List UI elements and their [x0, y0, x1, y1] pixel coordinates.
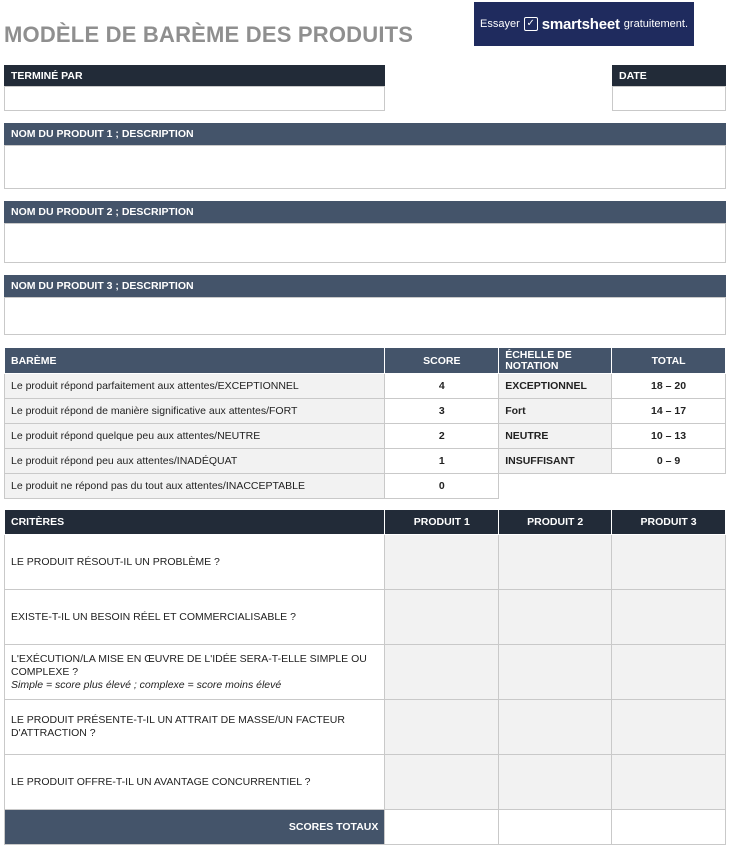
rubric-header-total: TOTAL: [612, 348, 726, 374]
product2-score-cell[interactable]: [499, 590, 612, 645]
rubric-score: 4: [385, 374, 499, 399]
rubric-description: Le produit répond de manière significative aux attentes/FORT: [5, 399, 385, 424]
scale-total: 18 – 20: [612, 374, 726, 399]
product3-score-cell[interactable]: [612, 590, 726, 645]
product2-header: NOM DU PRODUIT 2 ; DESCRIPTION: [4, 201, 726, 223]
product1-column-header: PRODUIT 1: [385, 510, 499, 535]
product1-score-cell[interactable]: [385, 700, 499, 755]
product2-score-cell[interactable]: [499, 700, 612, 755]
completed-by-header: TERMINÉ PAR: [4, 65, 385, 86]
rubric-header-row: [5, 348, 726, 374]
rubric-score: 0: [385, 474, 499, 499]
product3-total-cell[interactable]: [612, 810, 726, 845]
criteria-question: LE PRODUIT PRÉSENTE-T-IL UN ATTRAIT DE MASSE/UN FACTEUR D'ATTRACTION ?: [5, 700, 385, 755]
rubric-score: 3: [385, 399, 499, 424]
rubric-header-bareme: BARÈME: [5, 348, 385, 374]
rubric-score: 2: [385, 424, 499, 449]
product1-score-cell[interactable]: [385, 535, 499, 590]
rubric-description: Le produit répond parfaitement aux attentes/EXCEPTIONNEL: [5, 374, 385, 399]
scale-label: Fort: [499, 399, 612, 424]
scale-total: 10 – 13: [612, 424, 726, 449]
criteria-question: L'EXÉCUTION/LA MISE EN ŒUVRE DE L'IDÉE SERA-T-ELLE SIMPLE OU COMPLEXE ?: [11, 652, 367, 678]
total-scores-label: SCORES TOTAUX: [5, 810, 385, 845]
product3-header: NOM DU PRODUIT 3 ; DESCRIPTION: [4, 275, 726, 297]
criteria-question: LE PRODUIT RÉSOUT-IL UN PROBLÈME ?: [5, 535, 385, 590]
rubric-row: [5, 449, 726, 474]
banner-pre-text: Essayer: [480, 18, 520, 30]
product3-score-cell[interactable]: [612, 535, 726, 590]
product2-total-cell[interactable]: [499, 810, 612, 845]
empty-cell: [499, 474, 612, 499]
rubric-row: [5, 424, 726, 449]
empty-cell: [612, 474, 726, 499]
criteria-question-cell: [5, 645, 385, 700]
criteria-table: [4, 509, 726, 845]
criteria-row: [5, 700, 726, 755]
date-header: DATE: [612, 65, 726, 86]
product1-field[interactable]: [4, 145, 726, 189]
rubric-row: [5, 474, 726, 499]
checkmark-icon: ✓: [524, 17, 538, 31]
date-field[interactable]: [612, 86, 726, 111]
product3-field[interactable]: [4, 297, 726, 335]
rubric-header-score: SCORE: [385, 348, 499, 374]
product1-header: NOM DU PRODUIT 1 ; DESCRIPTION: [4, 123, 726, 145]
product2-field[interactable]: [4, 223, 726, 263]
product3-score-cell[interactable]: [612, 645, 726, 700]
scale-total: 0 – 9: [612, 449, 726, 474]
product1-score-cell[interactable]: [385, 755, 499, 810]
completed-by-field[interactable]: [4, 86, 385, 111]
criteria-question: LE PRODUIT OFFRE-T-IL UN AVANTAGE CONCURRENTIEL ?: [5, 755, 385, 810]
scale-total: 14 – 17: [612, 399, 726, 424]
criteria-question: EXISTE-T-IL UN BESOIN RÉEL ET COMMERCIALISABLE ?: [5, 590, 385, 645]
product1-score-cell[interactable]: [385, 645, 499, 700]
product3-column-header: PRODUIT 3: [612, 510, 726, 535]
rubric-header-scale: ÉCHELLE DE NOTATION: [499, 348, 612, 374]
product2-column-header: PRODUIT 2: [499, 510, 612, 535]
product2-score-cell[interactable]: [499, 755, 612, 810]
rubric-description: Le produit ne répond pas du tout aux attentes/INACCEPTABLE: [5, 474, 385, 499]
criteria-row: [5, 590, 726, 645]
criteria-row: [5, 645, 726, 700]
criteria-header: CRITÈRES: [5, 510, 385, 535]
criteria-note: Simple = score plus élevé ; complexe = score moins élevé: [11, 678, 282, 691]
banner-brand: smartsheet: [541, 15, 620, 33]
page-title: MODÈLE DE BARÈME DES PRODUITS: [4, 22, 414, 47]
total-scores-row: [5, 810, 726, 845]
product2-score-cell[interactable]: [499, 645, 612, 700]
criteria-row: [5, 755, 726, 810]
scale-label: EXCEPTIONNEL: [499, 374, 612, 399]
scale-label: NEUTRE: [499, 424, 612, 449]
rubric-row: [5, 374, 726, 399]
product3-score-cell[interactable]: [612, 700, 726, 755]
rubric-description: Le produit répond quelque peu aux attentes/NEUTRE: [5, 424, 385, 449]
scale-label: INSUFFISANT: [499, 449, 612, 474]
banner-post-text: gratuitement.: [623, 18, 688, 30]
rubric-table: [4, 347, 726, 499]
rubric-row: [5, 399, 726, 424]
rubric-description: Le produit répond peu aux attentes/INADÉQUAT: [5, 449, 385, 474]
criteria-row: [5, 535, 726, 590]
product3-score-cell[interactable]: [612, 755, 726, 810]
rubric-score: 1: [385, 449, 499, 474]
product1-total-cell[interactable]: [385, 810, 499, 845]
product1-score-cell[interactable]: [385, 590, 499, 645]
product2-score-cell[interactable]: [499, 535, 612, 590]
criteria-header-row: [5, 510, 726, 535]
smartsheet-trial-banner[interactable]: [474, 2, 694, 46]
